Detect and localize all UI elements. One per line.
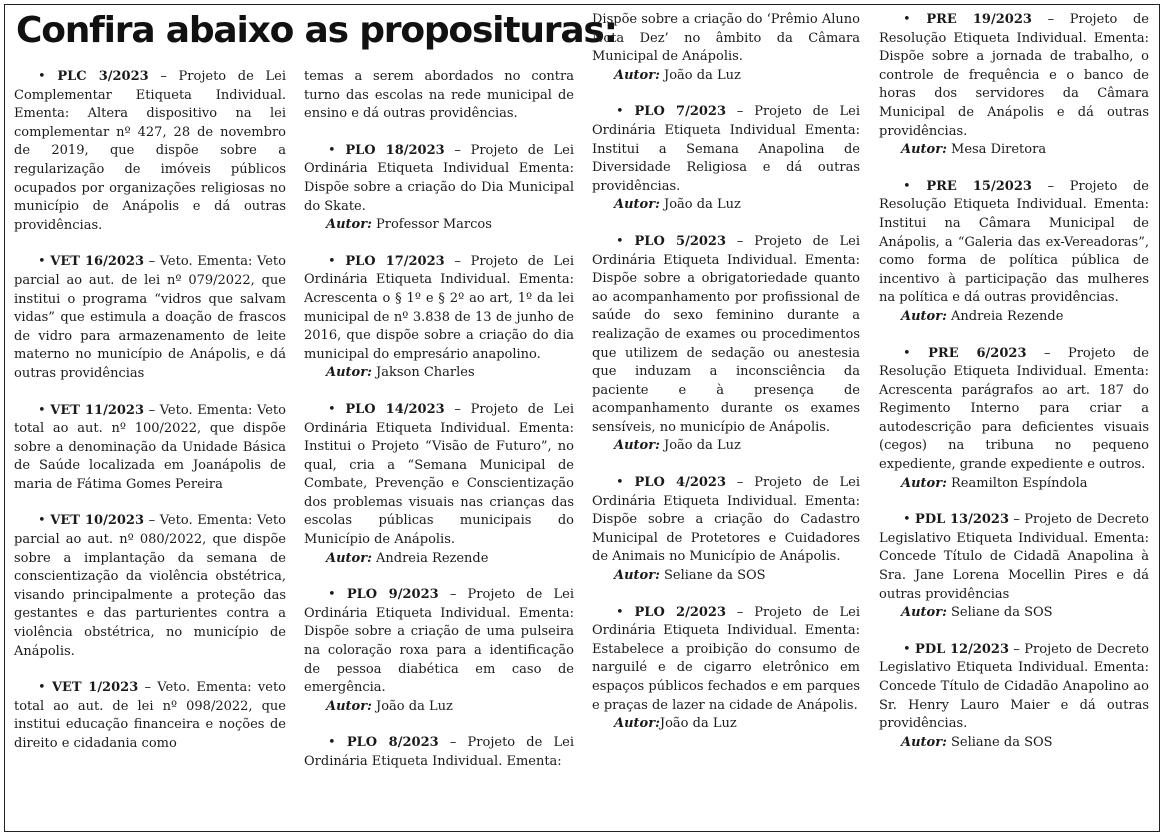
proposition-text: – Projeto de Resolução Etiqueta Individual. Ementa: Dispõe sobre a jornada de trabalho, o controle de frequência e o banco de horas dos servidores da Câmara Municipal de Anápolis e dá outras providências. (879, 12, 1149, 139)
author-line (592, 567, 860, 586)
author-name: João da Luz (659, 67, 741, 83)
proposition-text: – Projeto de Lei Ordinária Etiqueta Individual Ementa: Dispõe sobre a criação do Dia Municipal do Skate. (304, 142, 574, 214)
author-name: Mesa Diretora (946, 142, 1047, 158)
author-line (304, 550, 574, 569)
proposition-code: PLO 18/2023 (345, 142, 445, 158)
proposition-text: – Projeto de Lei Complementar Etiqueta Individual. Ementa: Altera dispositivo na lei complementar nº 427, 28 de novembro de 2019, que dispõe sobre a regularização de imóveis públicos ocupados por organizações religiosas no município de Anápolis e dá outras providências. (14, 69, 286, 233)
column-1 (14, 68, 286, 772)
proposition-item: • PDL 12/2023 – Projeto de Decreto Legislativo Etiqueta Individual. Ementa: Concede Título de Cidadão Anapolino ao Sr. Henry Lauro Maier e dá outras providências. Autor: Seliane da SOS (879, 641, 1149, 753)
proposition-item: • PLO 14/2023 – Projeto de Lei Ordinária Etiqueta Individual. Ementa: Institui o Projeto “Visão de Futuro”, no qual, cria a “Semana Municipal de Combate, Prevenção e Conscientização dos problemas visuais nas crianças das escolas públicas municipais do Município de Anápolis. Autor: Andreia Rezende (304, 401, 574, 568)
proposition-code: VET 1/2023 (51, 680, 139, 696)
proposition-code: PLO 4/2023 (634, 475, 726, 491)
proposition-text: – Veto. Ementa: veto total ao aut. de lei nº 098/2022, que institui educação financeira e noções de direito e cidadania como (14, 680, 286, 751)
proposition-text: – Projeto de Lei Ordinária Etiqueta Individual. Ementa: Institui o Projeto “Visão de Futuro”, no qual, cria a “Semana Municipal de Combate, Prevenção e Conscientização dos problemas visuais nas crianças das escolas públicas municipais do Município de Anápolis. (304, 401, 574, 548)
proposition-item: • VET 16/2023 – Veto. Ementa: Veto parcial ao aut. de lei nº 079/2022, que institui o programa “vidros que salvam vidas” que estimula a doação de frascos de vidro para armazenamento de leite materno no município de Anápolis, e dá outras providências (14, 254, 286, 381)
author-name: Seliane da SOS (659, 568, 766, 584)
column-2 (304, 68, 574, 790)
proposition-code: PRE 19/2023 (926, 12, 1032, 27)
author-name: Professor Marcos (371, 217, 492, 233)
proposition-item: • PLO 2/2023 – Projeto de Lei Ordinária Etiqueta Individual. Ementa: Estabelece a proibição do consumo de narguilé e de cigarro eletrônico em espaços públicos fechados e em parques e praças de lazer na cidade de Anápolis. Autor:João da Luz (592, 604, 860, 734)
author-name: João da Luz (371, 698, 453, 714)
author-line (879, 734, 1149, 753)
proposition-text: – Veto. Ementa: Veto parcial ao aut. de lei nº 079/2022, que institui o programa “vidros que salvam vidas” que estimula a doação de frascos de vidro para armazenamento de leite materno no município de Anápolis, e dá outras providências (14, 254, 286, 381)
proposition-code: PDL 13/2023 (915, 512, 1010, 528)
proposition-item: • PRE 19/2023 – Projeto de Resolução Etiqueta Individual. Ementa: Dispõe sobre a jornada de trabalho, o controle de frequência e o banco de horas dos servidores da Câmara Municipal de Anápolis e dá outras providências. Autor: Mesa Diretora (879, 11, 1149, 160)
author-name: Reamilton Espíndola (946, 475, 1088, 491)
proposition-text: – Projeto de Lei Ordinária Etiqueta Individual. Ementa: Acrescenta o § 1º e § 2º ao art, 1º da lei municipal de nº 3.838 de 13 de junho de 2016, que dispõe sobre a criação do dia municipal do empresário anapolino. (304, 253, 574, 362)
proposition-text: – Projeto de Resolução Etiqueta Individual. Ementa: Institui na Câmara Municipal de Anápolis, a “Galeria das ex-Vereadoras”, como forma de política pública de incentivo à participação das mulheres na política e dá outras providências. (879, 178, 1149, 306)
author-name: João da Luz (659, 197, 741, 213)
author-name: Andreia Rezende (946, 308, 1064, 324)
proposition-item: • VET 11/2023 – Veto. Ementa: Veto total ao aut. nº 100/2022, que dispõe sobre a denominação da Unidade Básica de Saúde localizada em Joanápolis de maria de Fátima Gomes Pereira (14, 402, 286, 492)
proposition-item: • PRE 6/2023 – Projeto de Resolução Etiqueta Individual. Ementa: Acrescenta parágrafos ao art. 187 do Regimento Interno para criar a autodescrição para deficientes visuais (cegos) na tribuna no pequeno expediente, grande expediente e outros. Autor: Reamilton Espíndola (879, 345, 1149, 494)
proposition-code: VET 16/2023 (50, 254, 144, 270)
author-label: Autor: (614, 438, 660, 454)
proposition-text: – Projeto de Decreto Legislativo Etiqueta Individual. Ementa: Concede Título de Cidadã Anapolina à Sra. Jane Lorena Mocellin Pires e dá outras providências (879, 512, 1149, 602)
author-line (592, 67, 860, 86)
proposition-text: – Projeto de Decreto Legislativo Etiqueta Individual. Ementa: Concede Título de Cidadão Anapolino ao Sr. Henry Lauro Maier e dá outras providências. (879, 641, 1149, 732)
author-label: Autor: (326, 365, 372, 381)
proposition-text: – Projeto de Lei Ordinária Etiqueta Individual. Ementa: Dispõe sobre a criação de uma pulseira na coloração roxa para a identificação de pessoa diabética em caso de emergência. (304, 587, 574, 696)
proposition-code: PRE 15/2023 (926, 178, 1032, 194)
proposition-text: – Projeto de Lei Ordinária Etiqueta Individual. Ementa: Dispõe sobre a obrigatoriedade quanto ao acompanhamento por profissional de saúde do sexo feminino durante a realização de exames ou procedimentos que utilizem de sedação ou anestesia que induzam a inconsciência da paciente e à presença de acompanhamento durante os exames sensíveis, no município de Anápolis. (592, 233, 860, 435)
proposition-code: PLO 17/2023 (345, 253, 445, 269)
proposition-item: • PLO 17/2023 – Projeto de Lei Ordinária Etiqueta Individual. Ementa: Acrescenta o § 1º e § 2º ao art, 1º da lei municipal de nº 3.838 de 13 de junho de 2016, que dispõe sobre a criação do dia municipal do empresário anapolino. Autor: Jakson Charles (304, 253, 574, 383)
author-label: Autor: (326, 217, 372, 233)
proposition-code: PLO 8/2023 (346, 735, 439, 751)
continuation-paragraph: temas a serem abordados no contra turno das escolas na rede municipal de ensino e dá outras providências. (304, 69, 574, 122)
proposition-item: • PLO 7/2023 – Projeto de Lei Ordinária Etiqueta Individual Ementa: Institui a Semana Anapolina de Diversidade Religiosa e dá outras providências. Autor: João da Luz (592, 103, 860, 215)
author-label: Autor: (326, 698, 372, 714)
author-label: Autor: (614, 197, 660, 213)
proposition-code: PLO 14/2023 (345, 401, 445, 417)
continuation-paragraph: Dispõe sobre a criação do ‘Prêmio Aluno Nota Dez’ no âmbito da Câmara Municipal de Anápolis. (592, 12, 860, 65)
proposition-item: • PLO 5/2023 – Projeto de Lei Ordinária Etiqueta Individual. Ementa: Dispõe sobre a obrigatoriedade quanto ao acompanhamento por profissional de saúde do sexo feminino durante a realização de exames ou procedimentos que utilizem de sedação ou anestesia que induzam a inconsciência da paciente e à presença de acompanhamento durante os exames sensíveis, no município de Anápolis. Autor: João da Luz (592, 233, 860, 456)
author-label: Autor: (901, 734, 947, 750)
author-label: Autor: (326, 550, 372, 566)
proposition-item: • PLO 4/2023 – Projeto de Lei Ordinária Etiqueta Individual. Ementa: Dispõe sobre a criação do Cadastro Municipal de Protetores e Cuidadores de Animais no Município de Anápolis. Autor: Seliane da SOS (592, 474, 860, 586)
author-label: Autor: (901, 475, 947, 491)
author-line (304, 364, 574, 383)
proposition-item: • PLO 18/2023 – Projeto de Lei Ordinária Etiqueta Individual Ementa: Dispõe sobre a criação do Dia Municipal do Skate. Autor: Professor Marcos (304, 142, 574, 235)
proposition-code: PRE 6/2023 (928, 345, 1027, 361)
author-line (879, 141, 1149, 160)
proposition-text: – Veto. Ementa: Veto parcial ao aut. nº 080/2022, que dispõe sobre a implantação da semana de conscientização da violência obstétrica, visando principalmente a proteção das gestantes e das parturientes contra a violência obstétrica, no município de Anápolis. (14, 513, 286, 659)
proposition-item: • PDL 13/2023 – Projeto de Decreto Legislativo Etiqueta Individual. Ementa: Concede Título de Cidadã Anapolina à Sra. Jane Lorena Mocellin Pires e dá outras providências Autor: Seliane da SOS (879, 511, 1149, 623)
continuation-text (592, 11, 860, 85)
author-name: Seliane da SOS (946, 734, 1053, 750)
author-line (304, 698, 574, 717)
headline: Confira abaixo as proposituras: (16, 10, 617, 51)
proposition-text: – Projeto de Resolução Etiqueta Individual. Ementa: Acrescenta parágrafos ao art. 187 do Regimento Interno para criar a autodescrição para deficientes visuais (cegos) na tribuna no pequeno expediente, grande expediente e outros. (879, 345, 1149, 473)
author-line (592, 715, 860, 734)
proposition-code: PLO 9/2023 (346, 587, 439, 603)
author-label: Autor: (901, 308, 947, 324)
author-name: João da Luz (659, 438, 741, 454)
continuation-text (304, 68, 574, 124)
author-line (592, 437, 860, 456)
author-line (879, 475, 1149, 494)
author-name: Jakson Charles (371, 365, 475, 381)
author-line (879, 308, 1149, 327)
proposition-code: PLO 5/2023 (634, 233, 726, 249)
author-label: Autor: (614, 568, 660, 584)
author-line (592, 196, 860, 215)
proposition-item: • PLO 9/2023 – Projeto de Lei Ordinária Etiqueta Individual. Ementa: Dispõe sobre a criação de uma pulseira na coloração roxa para a identificação de pessoa diabética em caso de emergência. Autor: João da Luz (304, 586, 574, 716)
proposition-code: PLO 7/2023 (634, 104, 726, 120)
proposition-item: • PRE 15/2023 – Projeto de Resolução Etiqueta Individual. Ementa: Institui na Câmara Municipal de Anápolis, a “Galeria das ex-Vereadoras”, como forma de política pública de incentivo à participação das mulheres na política e dá outras providências. Autor: Andreia Rezende (879, 178, 1149, 327)
proposition-text: – Projeto de Lei Ordinária Etiqueta Individual. Ementa: Estabelece a proibição do consumo de narguilé e de cigarro eletrônico em espaços públicos fechados e em parques e praças de lazer na cidade de Anápolis. (592, 604, 860, 713)
proposition-text: – Veto. Ementa: Veto total ao aut. nº 100/2022, que dispõe sobre a denominação da Unidade Básica de Saúde localizada em Joanápolis de maria de Fátima Gomes Pereira (14, 402, 286, 492)
proposition-text: – Projeto de Lei Ordinária Etiqueta Individual Ementa: Institui a Semana Anapolina de Diversidade Religiosa e dá outras providências. (592, 104, 860, 194)
author-name: Andreia Rezende (371, 550, 489, 566)
author-label: Autor: (901, 142, 947, 158)
proposition-code: PLO 2/2023 (634, 604, 726, 620)
author-label: Autor: (614, 67, 660, 83)
column-4 (879, 11, 1149, 770)
author-line (879, 604, 1149, 623)
proposition-code: PLC 3/2023 (57, 69, 149, 84)
author-line (304, 216, 574, 235)
proposition-item: • VET 10/2023 – Veto. Ementa: Veto parcial ao aut. nº 080/2022, que dispõe sobre a implantação da semana de conscientização da violência obstétrica, visando principalmente a proteção das gestantes e das parturientes contra a violência obstétrica, no município de Anápolis. (14, 513, 286, 659)
author-label: Autor: (614, 716, 660, 732)
column-3 (592, 11, 860, 752)
proposition-item: • PLC 3/2023 – Projeto de Lei Complementar Etiqueta Individual. Ementa: Altera dispositivo na lei complementar nº 427, 28 de novembro de 2019, que dispõe sobre a regularização de imóveis públicos ocupados por organizações religiosas no município de Anápolis e dá outras providências. (14, 69, 286, 233)
author-label: Autor: (901, 605, 947, 621)
author-name: João da Luz (659, 716, 737, 732)
proposition-item: • PLO 8/2023 – Projeto de Lei Ordinária Etiqueta Individual. Ementa: (304, 735, 574, 769)
proposition-code: VET 11/2023 (50, 402, 144, 418)
author-name: Seliane da SOS (946, 605, 1053, 621)
proposition-item: • VET 1/2023 – Veto. Ementa: veto total ao aut. de lei nº 098/2022, que institui educação financeira e noções de direito e cidadania como (14, 680, 286, 751)
proposition-text: – Projeto de Lei Ordinária Etiqueta Individual. Ementa: (304, 735, 574, 769)
proposition-code: PDL 12/2023 (915, 641, 1010, 657)
proposition-text: – Projeto de Lei Ordinária Etiqueta Individual. Ementa: Dispõe sobre a criação do Cadastro Municipal de Protetores e Cuidadores de Animais no Município de Anápolis. (592, 475, 860, 565)
proposition-code: VET 10/2023 (50, 513, 144, 529)
